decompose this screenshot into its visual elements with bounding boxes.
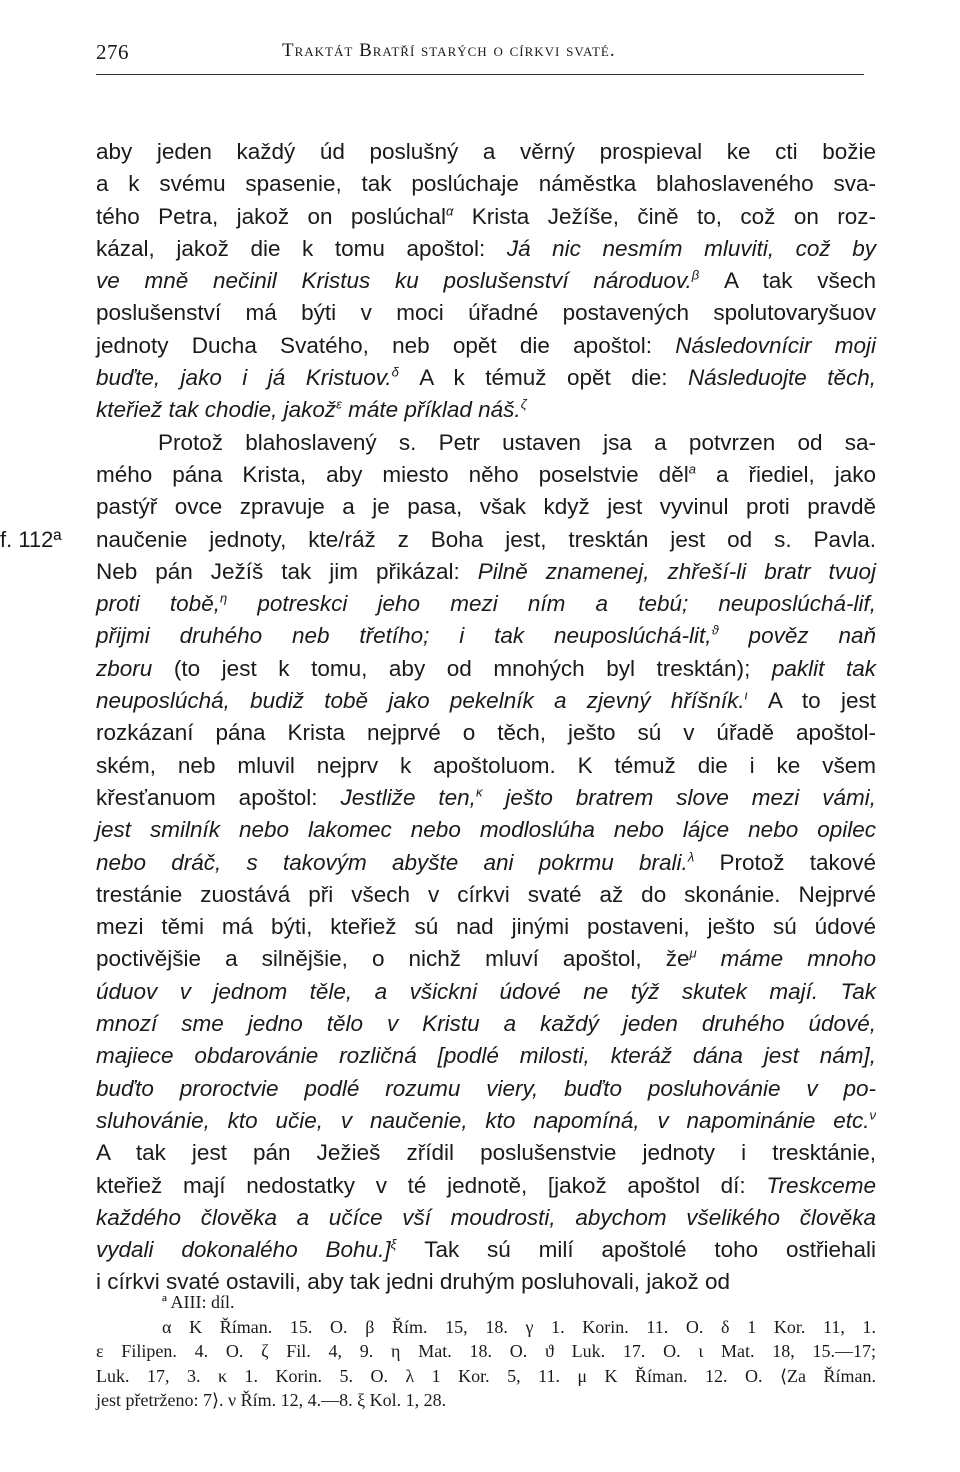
page-number: 276 [96, 40, 129, 64]
text-line [96, 879, 876, 911]
text-span: kázal, jakož die k tomu apoštol: [96, 235, 507, 261]
text-span: buďte, jako i já Kristuov. [96, 365, 392, 391]
text-span: proti tobě, [96, 591, 220, 617]
text-line [96, 588, 876, 620]
text-line [96, 1040, 876, 1072]
text-span: naučenie jednoty, kte/ráž z Boha jest, tresktán jest od s. Pavla. [96, 526, 876, 552]
text-span: Protož takové [694, 849, 876, 875]
footnote-marker: a [688, 461, 696, 477]
text-line [96, 976, 876, 1008]
text-span: úduov v jednom těle, a všickni údové ne týž skutek mají. Tak [96, 978, 876, 1004]
text-span: sluhovánie, kto učie, v naučenie, kto napomíná, v napominánie etc. [96, 1107, 870, 1133]
folio-margin-note: f. 112ª [0, 526, 62, 552]
text-line [96, 330, 876, 362]
text-span: Tak sú milí apoštolé toho ostřiehali [396, 1237, 876, 1263]
text-span: Následuojte těch, [687, 365, 877, 391]
footnote-marker: κ [475, 784, 483, 800]
text-span: máme mnoho [696, 946, 876, 972]
text-span: Pilně znamenej, zhřeší-li bratr tvuoj [477, 558, 877, 584]
text-line [96, 943, 876, 975]
footnote-line: α K Říman. 15. O. β Řím. 15, 18. γ 1. Korin. 11. O. δ 1 Kor. 11, 1. [162, 1316, 876, 1337]
text-span: přijmi druhého neb třetího; i tak neuposlúchá-lit, [96, 623, 712, 649]
text-span: ském, neb mluvil nejprv k apoštoluom. K témuž die i ke všem [96, 752, 876, 778]
text-span: každého člověka a učíce vší moudrosti, abychom všelikého člověka [96, 1204, 876, 1230]
text-line [96, 685, 876, 717]
page-header [96, 40, 864, 70]
text-span: i církvi svaté ostavili, aby tak jedni druhým posluhovali, jakož od [96, 1269, 731, 1295]
text-line [96, 394, 876, 426]
text-span: A to jest [747, 688, 876, 714]
text-line [96, 362, 876, 394]
text-line [96, 524, 876, 556]
text-line [96, 911, 876, 943]
text-line [96, 265, 876, 297]
running-title: Traktát Bratří starých o církvi svaté. [282, 40, 616, 61]
text-span: A tak všech [699, 268, 877, 294]
text-span: neuposlúchá, budiž tobě jako pekelník a zjevný hříšník. [96, 688, 745, 714]
main-text [0, 136, 877, 1299]
footnote-line: Luk. 17, 3. κ 1. Korin. 5. O. λ 1 Kor. 5, 11. μ K Říman. 12. O. ⟨Za Říman. [96, 1365, 876, 1386]
footnote-marker: δ [391, 364, 399, 380]
text-span: A k témuž opět die: [398, 365, 688, 391]
text-span: zboru [96, 655, 153, 681]
footnote-marker: η [219, 590, 228, 606]
footnote-marker: λ [687, 849, 695, 865]
text-line [96, 1234, 876, 1266]
text-span: rozkázaní pána Krista nejprvé o těch, ješto sú v úřadě apoštol- [96, 720, 876, 746]
text-span: Krista Ježíše, čině to, což on roz- [453, 203, 876, 229]
text-line [96, 1170, 876, 1202]
text-line [96, 1105, 876, 1137]
footnotes [96, 1290, 876, 1413]
text-line [96, 491, 876, 523]
text-line [96, 653, 876, 685]
text-span: ješto bratrem slove mezi vámi, [482, 784, 876, 810]
footnote-marker: ι [744, 687, 748, 703]
text-span: mnozí sme jedno tělo v Kristu a každý jeden druhého údové, [96, 1011, 876, 1037]
text-span: vydali dokonalého Bohu.] [96, 1237, 391, 1263]
text-span: poctivějšie a silnějšie, o nichž mluví apoštol, že [96, 946, 690, 972]
text-span: Jestliže ten, [340, 784, 476, 810]
text-span: máte příklad náš. [341, 397, 521, 423]
text-span: kteřiež mají nedostatky v té jednotě, [jakož apoštol dí: [96, 1172, 767, 1198]
text-span: Treskceme [766, 1172, 876, 1198]
text-span: a k svému spasenie, tak poslúchaje náměstka blahoslaveného sva- [96, 171, 876, 197]
text-span: trestánie zuostává při všech v církvi svaté až do skonánie. Nejprvé [96, 881, 876, 907]
text-line [96, 297, 876, 329]
footnote-marker: ε [336, 396, 342, 412]
text-span: Následovnícir moji [675, 332, 877, 358]
text-line [96, 459, 876, 491]
footnote-marker: α [445, 203, 454, 219]
footnote-marker: ξ [390, 1236, 397, 1252]
text-line [96, 750, 876, 782]
text-span: (to jest k tomu, aby od mnohých byl tresktán); [152, 655, 772, 681]
footnote-line: ª AIII: díl. [162, 1292, 235, 1312]
text-span: ve mně nečinil Kristus ku poslušenství národuov. [96, 268, 692, 294]
text-span: mého pána Krista, aby miesto něho poselstvie děl [96, 461, 689, 487]
text-span: kteřiež tak chodie, jakož [96, 397, 337, 423]
text-line [96, 1137, 876, 1169]
text-span: pastýř ovce zpravuje a je pasa, však když jest vyvinul proti pravdě [96, 494, 876, 520]
text-line [96, 717, 876, 749]
text-span: poslušenství má býti v moci úřadné postavených spolutovaryšuov [96, 300, 876, 326]
text-line [96, 233, 876, 265]
text-span: pověz naň [718, 623, 876, 649]
footnote-line: ε Filipen. 4. O. ζ Fil. 4, 9. η Mat. 18. O. ϑ Luk. 17. O. ι Mat. 18, 15.—17; [96, 1341, 876, 1361]
text-line [96, 136, 876, 168]
text-span: aby jeden každý úd poslušný a věrný prospieval ke cti božie [96, 139, 876, 164]
header-rule [96, 74, 864, 75]
text-line [96, 1073, 876, 1105]
text-span: tého Petra, jakož on poslúchal [96, 203, 446, 229]
text-line [96, 620, 876, 652]
text-line [96, 1008, 876, 1040]
text-span: buďto proroctvie podlé rozumu viery, buďto posluhovánie v po- [96, 1075, 876, 1101]
footnote-marker: ζ [520, 396, 527, 412]
text-span: křesťanuom apoštol: [96, 784, 341, 810]
footnote-marker: ϑ [711, 622, 719, 638]
text-span: majiece obdarovánie rozličná [podlé milosti, kteráž dána jest nám], [96, 1043, 876, 1069]
footnote-marker: β [691, 267, 700, 283]
text-line [96, 782, 876, 814]
text-line [96, 814, 876, 846]
footnote-line: jest přetrženo: 7⟩. ν Řím. 12, 4.—8. ξ Kol. 1, 28. [96, 1390, 447, 1410]
text-span: Neb pán Ježíš tak jim přikázal: [96, 558, 478, 584]
text-span: jednoty Ducha Svatého, neb opět die apoštol: [96, 332, 676, 358]
text-line [96, 556, 876, 588]
footnote-marker: μ [689, 945, 697, 961]
text-line [96, 847, 876, 879]
text-line [96, 427, 876, 459]
footnote-marker: ν [869, 1107, 876, 1123]
text-line [96, 168, 876, 200]
text-span: paklit tak [771, 655, 876, 681]
text-span: Protož blahoslavený s. Petr ustaven jsa a potvrzen od sa- [158, 429, 876, 455]
text-span: nebo dráč, s takovým abyšte ani pokrmu brali. [96, 849, 688, 875]
text-span: mezi těmi má býti, kteřiež sú nad jinými postaveni, ješto sú údové [96, 914, 876, 940]
text-line [96, 201, 876, 233]
text-span: jest smilník nebo lakomec nebo modloslúha nebo lájce nebo opilec [96, 817, 876, 843]
text-span: potreskci jeho mezi ním a tebú; neuposlúchá-lif, [227, 591, 876, 617]
text-span: A tak jest pán Ježieš zřídil poslušenstvie jednoty i tresktánie, [96, 1140, 876, 1166]
text-span: Já nic nesmím mluviti, což by [506, 235, 876, 261]
text-span: a řiediel, jako [695, 461, 876, 487]
text-line [96, 1202, 876, 1234]
